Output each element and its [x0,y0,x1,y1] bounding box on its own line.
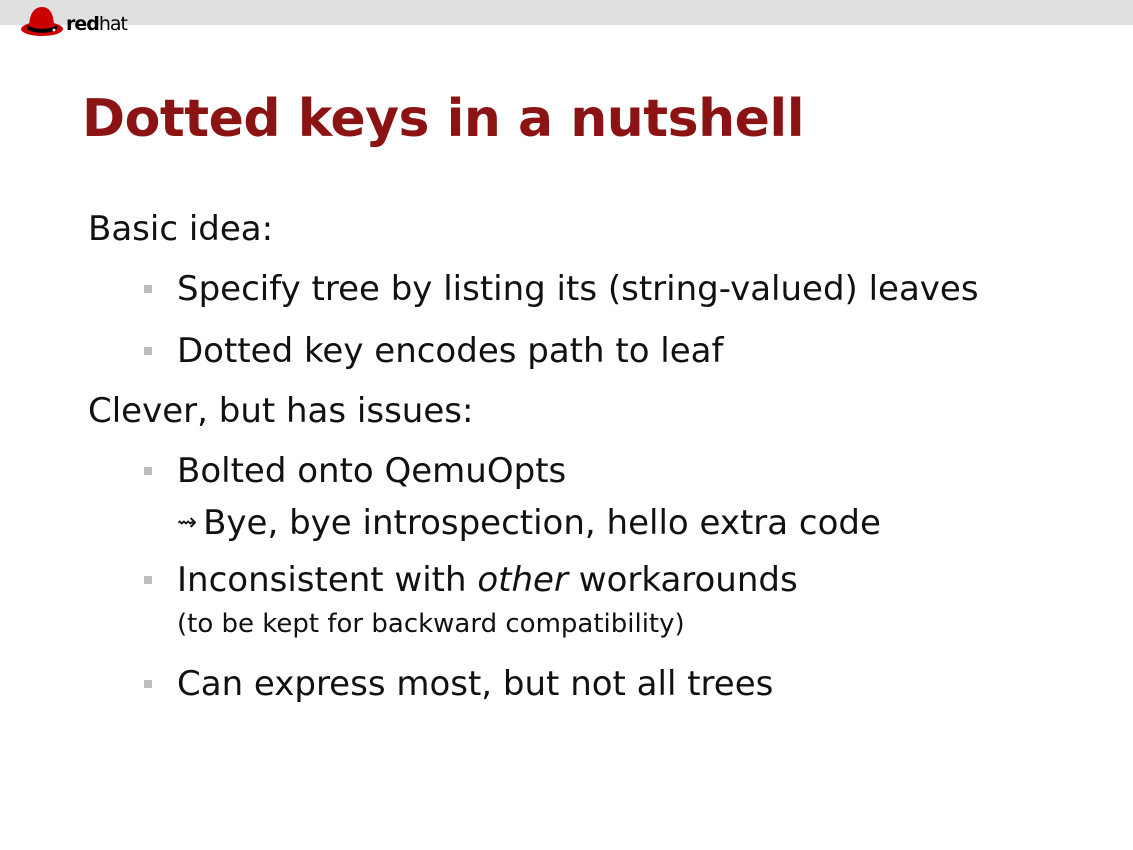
bullet-square-icon [144,347,152,355]
redhat-logo [20,2,127,38]
wordmark-red: red [66,13,99,35]
section-heading-issues: Clever, but has issues: [88,391,474,431]
bullet-square-icon [144,467,152,475]
bullet-square-icon [144,285,152,293]
bullet-square-icon [144,680,152,688]
wordmark-hat: hat [98,13,127,35]
bullet-text: Dotted key encodes path to leaf [177,331,724,371]
bullet-consequence [177,496,1108,549]
bullet-text: Can express most, but not all trees [177,664,774,704]
bullet-item [88,440,1108,549]
bullet-text-pre: Inconsistent with [177,560,478,600]
consequence-text: Bye, bye introspection, hello extra code [203,503,881,543]
bullet-text: Bolted onto QemuOpts [177,451,567,491]
slide-body [88,200,1108,715]
bullet-note: (to be kept for backward compatibility) [177,609,685,639]
redhat-wordmark [66,15,127,34]
bullet-item [88,653,1108,715]
slide-title: Dotted keys in a nutshell [82,89,805,149]
top-bar [0,0,1133,25]
bullet-item [88,320,1108,382]
bullet-text-emphasis: other [477,560,568,600]
section-heading-basic-idea: Basic idea: [88,209,274,249]
bullet-text-post: workarounds [567,560,798,600]
bullet-square-icon [144,576,152,584]
leadsto-arrow-icon: ⇝ [177,508,196,536]
bullet-item [88,258,1108,320]
bullet-text [177,549,1108,611]
bullet-item [88,549,1108,643]
redhat-hat-icon [20,4,64,38]
bullet-text: Specify tree by listing its (string-valued) leaves [177,269,979,309]
